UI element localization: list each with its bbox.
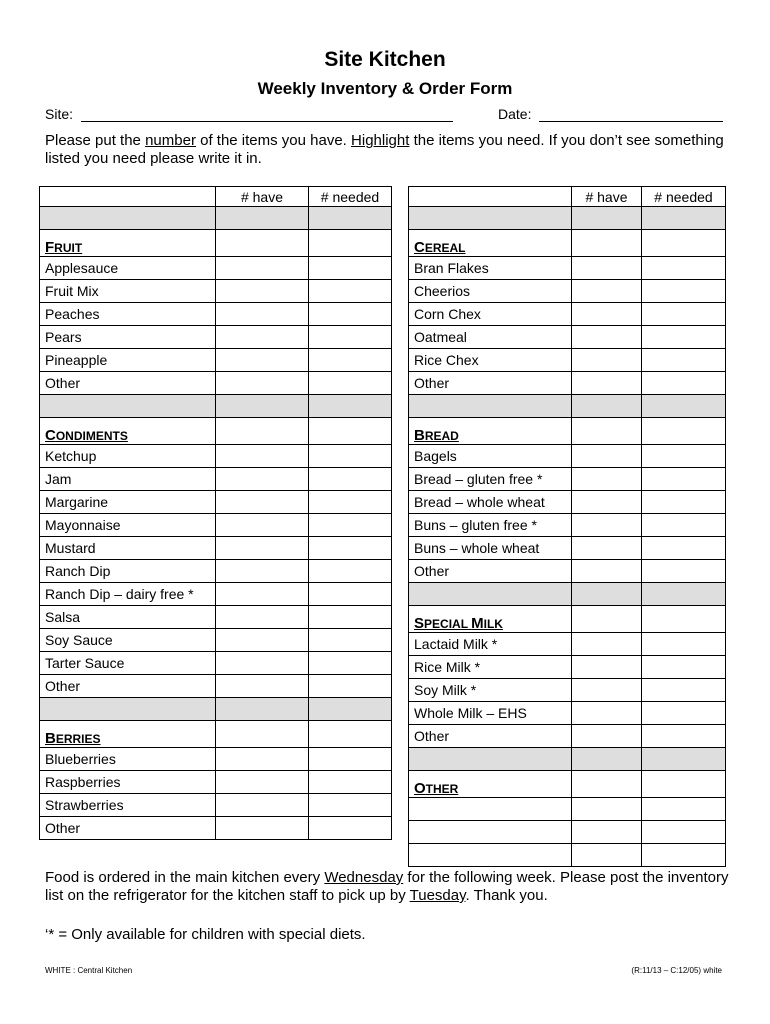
have-cell[interactable] (216, 652, 309, 675)
needed-cell[interactable] (642, 280, 726, 303)
table-row (40, 629, 392, 652)
have-cell[interactable] (572, 679, 642, 702)
needed-cell[interactable] (642, 606, 726, 633)
item-label: Other (40, 372, 216, 395)
needed-cell[interactable] (309, 257, 392, 280)
table-row (409, 207, 726, 230)
have-cell[interactable] (216, 817, 309, 840)
have-cell[interactable] (572, 445, 642, 468)
category-heading (414, 780, 458, 796)
needed-column-header: # needed (309, 187, 392, 207)
needed-cell[interactable] (642, 326, 726, 349)
have-cell[interactable] (572, 606, 642, 633)
shaded-cell (409, 207, 572, 230)
item-label: Blueberries (40, 748, 216, 771)
table-row (409, 560, 726, 583)
item-label: Raspberries (40, 771, 216, 794)
have-cell[interactable] (216, 326, 309, 349)
table-row (40, 560, 392, 583)
shaded-cell (409, 748, 572, 771)
revision-label: (R:11/13 – C:12/05) white (631, 966, 722, 975)
table-row (40, 537, 392, 560)
category-cell (40, 418, 216, 445)
needed-cell[interactable] (309, 468, 392, 491)
category-cell (409, 606, 572, 633)
have-cell[interactable] (572, 844, 642, 867)
item-label: Other (409, 560, 572, 583)
have-cell[interactable] (216, 445, 309, 468)
category-rest: ILK (483, 617, 503, 631)
item-label: Strawberries (40, 794, 216, 817)
instructions-text: the items you need. If you don’t see something listed you need please write it in. (45, 132, 724, 167)
item-label: Oatmeal (409, 326, 572, 349)
table-row (409, 679, 726, 702)
shaded-cell (40, 207, 216, 230)
category-heading (414, 427, 459, 443)
category-cell (409, 418, 572, 445)
table-row (409, 798, 726, 821)
have-cell[interactable] (572, 748, 642, 771)
table-row (409, 583, 726, 606)
table-row (409, 702, 726, 725)
table-row (40, 721, 392, 748)
have-cell[interactable] (572, 418, 642, 445)
have-cell[interactable] (216, 583, 309, 606)
have-cell[interactable] (572, 303, 642, 326)
have-cell[interactable] (216, 560, 309, 583)
footer-text (45, 869, 735, 905)
table-row (409, 230, 726, 257)
needed-cell[interactable] (309, 514, 392, 537)
table-row (40, 817, 392, 840)
item-label: Other (409, 372, 572, 395)
table-row (409, 187, 726, 207)
footer-part: for the following week. Please post the inventory list on the refrigerator for the kitchen staff to pick up by (45, 869, 729, 904)
table-row (409, 771, 726, 798)
needed-cell[interactable] (642, 468, 726, 491)
item-label: Jam (40, 468, 216, 491)
have-cell[interactable] (216, 698, 309, 721)
have-cell[interactable] (572, 468, 642, 491)
item-label: Soy Sauce (40, 629, 216, 652)
have-cell[interactable] (216, 207, 309, 230)
table-row (409, 326, 726, 349)
have-cell[interactable] (216, 395, 309, 418)
needed-cell[interactable] (642, 418, 726, 445)
item-label: Bread – gluten free * (409, 468, 572, 491)
right-inventory-table (408, 186, 726, 867)
item-label: Ranch Dip – dairy free * (40, 583, 216, 606)
have-cell[interactable] (216, 794, 309, 817)
instructions-text: of the items you have. (195, 132, 352, 149)
item-label: Corn Chex (409, 303, 572, 326)
item-label: Lactaid Milk * (409, 633, 572, 656)
needed-cell[interactable] (309, 207, 392, 230)
item-label: Bread – whole wheat (409, 491, 572, 514)
item-label: Applesauce (40, 257, 216, 280)
table-row (40, 326, 392, 349)
table-row (40, 257, 392, 280)
needed-cell[interactable] (309, 698, 392, 721)
table-row (40, 675, 392, 698)
item-label: Buns – gluten free * (409, 514, 572, 537)
needed-cell[interactable] (642, 633, 726, 656)
item-label: Peaches (40, 303, 216, 326)
special-diet-note: ‘* = Only available for children with special diets. (45, 926, 366, 943)
footer-underline-wednesday: Wednesday (324, 869, 404, 886)
instructions (45, 132, 735, 168)
left-inventory-table (39, 186, 392, 840)
table-row (409, 821, 726, 844)
item-label: Ranch Dip (40, 560, 216, 583)
item-label: Rice Chex (409, 349, 572, 372)
table-row (40, 349, 392, 372)
needed-cell[interactable] (309, 418, 392, 445)
category-rest: ONDIMENTS (55, 429, 128, 443)
have-cell[interactable] (216, 257, 309, 280)
needed-cell[interactable] (309, 606, 392, 629)
have-column-header: # have (572, 187, 642, 207)
table-row (409, 633, 726, 656)
table-row (40, 606, 392, 629)
category-heading (414, 239, 466, 255)
table-row (409, 280, 726, 303)
have-cell[interactable] (572, 560, 642, 583)
needed-column-header: # needed (642, 187, 726, 207)
have-cell[interactable] (572, 771, 642, 798)
needed-cell[interactable] (309, 583, 392, 606)
category-rest: PECIAL (424, 617, 472, 631)
needed-cell[interactable] (309, 537, 392, 560)
needed-cell[interactable] (642, 656, 726, 679)
needed-cell[interactable] (642, 395, 726, 418)
needed-cell[interactable] (309, 675, 392, 698)
have-cell[interactable] (572, 230, 642, 257)
form-subtitle: Weekly Inventory & Order Form (257, 79, 513, 98)
table-row (409, 725, 726, 748)
shaded-cell (40, 698, 216, 721)
category-initial: B (414, 427, 425, 444)
needed-cell[interactable] (642, 560, 726, 583)
item-label[interactable] (409, 798, 572, 821)
item-label[interactable] (409, 821, 572, 844)
instructions-text: Please put the (45, 132, 146, 149)
table-row (409, 748, 726, 771)
needed-cell[interactable] (642, 207, 726, 230)
have-cell[interactable] (216, 491, 309, 514)
item-label: Salsa (40, 606, 216, 629)
needed-cell[interactable] (309, 771, 392, 794)
have-cell[interactable] (572, 349, 642, 372)
footer-underline-tuesday: Tuesday (409, 887, 466, 904)
have-cell[interactable] (216, 372, 309, 395)
item-label: Bagels (409, 445, 572, 468)
have-cell[interactable] (216, 514, 309, 537)
needed-cell[interactable] (309, 794, 392, 817)
table-row (40, 207, 392, 230)
category-initial: M (471, 615, 484, 632)
have-cell[interactable] (572, 395, 642, 418)
needed-cell[interactable] (642, 844, 726, 867)
table-row (40, 748, 392, 771)
needed-cell[interactable] (642, 349, 726, 372)
form-title: Site Kitchen (324, 48, 446, 71)
shaded-cell (409, 395, 572, 418)
needed-cell[interactable] (642, 303, 726, 326)
have-cell[interactable] (572, 798, 642, 821)
copy-label: WHITE : Central Kitchen (45, 966, 133, 975)
have-cell[interactable] (216, 675, 309, 698)
table-row (40, 372, 392, 395)
needed-cell[interactable] (642, 771, 726, 798)
date-label: Date: (498, 106, 532, 122)
item-label: Cheerios (409, 280, 572, 303)
table-row (40, 583, 392, 606)
have-cell[interactable] (572, 280, 642, 303)
site-label: Site: (45, 106, 74, 122)
category-heading (45, 730, 101, 746)
item-label: Pears (40, 326, 216, 349)
table-row (40, 794, 392, 817)
footer-part: . Thank you. (465, 887, 548, 904)
have-cell[interactable] (216, 230, 309, 257)
table-row (40, 280, 392, 303)
have-cell[interactable] (572, 702, 642, 725)
have-cell[interactable] (216, 418, 309, 445)
needed-cell[interactable] (309, 629, 392, 652)
needed-cell[interactable] (642, 679, 726, 702)
table-row (409, 537, 726, 560)
category-heading (45, 427, 128, 443)
have-cell[interactable] (572, 725, 642, 748)
table-row (409, 418, 726, 445)
have-cell[interactable] (572, 821, 642, 844)
needed-cell[interactable] (309, 652, 392, 675)
needed-cell[interactable] (642, 491, 726, 514)
have-cell[interactable] (572, 326, 642, 349)
item-label: Tarter Sauce (40, 652, 216, 675)
item-label: Other (40, 817, 216, 840)
table-row (40, 187, 392, 207)
needed-cell[interactable] (309, 445, 392, 468)
needed-cell[interactable] (309, 560, 392, 583)
item-label: Other (409, 725, 572, 748)
have-cell[interactable] (572, 207, 642, 230)
category-cell (40, 721, 216, 748)
table-row (409, 606, 726, 633)
date-input-line[interactable] (539, 107, 723, 122)
table-row (409, 257, 726, 280)
footer-part: Food is ordered in the main kitchen every (45, 869, 325, 886)
needed-cell[interactable] (642, 821, 726, 844)
needed-cell[interactable] (309, 721, 392, 748)
needed-cell[interactable] (309, 491, 392, 514)
table-row (409, 514, 726, 537)
needed-cell[interactable] (309, 230, 392, 257)
have-cell[interactable] (572, 491, 642, 514)
item-label: Soy Milk * (409, 679, 572, 702)
needed-cell[interactable] (642, 257, 726, 280)
needed-cell[interactable] (642, 445, 726, 468)
item-label: Rice Milk * (409, 656, 572, 679)
category-heading (45, 239, 82, 255)
needed-cell[interactable] (309, 349, 392, 372)
needed-cell[interactable] (642, 583, 726, 606)
category-rest: RUIT (54, 241, 83, 255)
table-row (40, 303, 392, 326)
item-label: Mustard (40, 537, 216, 560)
table-row (409, 372, 726, 395)
needed-cell[interactable] (642, 514, 726, 537)
have-cell[interactable] (572, 583, 642, 606)
have-cell[interactable] (216, 771, 309, 794)
item-label: Margarine (40, 491, 216, 514)
needed-cell[interactable] (309, 326, 392, 349)
item-label: Fruit Mix (40, 280, 216, 303)
have-cell[interactable] (572, 514, 642, 537)
item-label: Bran Flakes (409, 257, 572, 280)
needed-cell[interactable] (309, 748, 392, 771)
table-row (40, 698, 392, 721)
shaded-cell (409, 583, 572, 606)
table-row (409, 445, 726, 468)
category-cell (40, 230, 216, 257)
item-label: Buns – whole wheat (409, 537, 572, 560)
category-heading (414, 615, 503, 631)
table-row (40, 652, 392, 675)
category-rest: READ (424, 429, 459, 443)
table-row (40, 230, 392, 257)
category-initial: B (45, 730, 56, 747)
table-row (40, 514, 392, 537)
table-row (409, 656, 726, 679)
item-label[interactable] (409, 844, 572, 867)
have-column-header: # have (216, 187, 309, 207)
needed-cell[interactable] (309, 303, 392, 326)
item-column-header (409, 187, 572, 207)
site-field[interactable] (45, 106, 453, 122)
item-label: Pineapple (40, 349, 216, 372)
have-cell[interactable] (216, 629, 309, 652)
table-row (409, 468, 726, 491)
needed-cell[interactable] (642, 702, 726, 725)
site-input-line[interactable] (81, 107, 453, 122)
have-cell[interactable] (216, 748, 309, 771)
category-initial: C (45, 427, 56, 444)
have-cell[interactable] (216, 606, 309, 629)
category-initial: C (414, 239, 425, 256)
have-cell[interactable] (216, 468, 309, 491)
needed-cell[interactable] (309, 372, 392, 395)
table-row (409, 349, 726, 372)
table-row (40, 395, 392, 418)
category-cell (409, 771, 572, 798)
needed-cell[interactable] (642, 798, 726, 821)
item-label: Mayonnaise (40, 514, 216, 537)
category-rest: ERRIES (55, 732, 101, 746)
date-field[interactable] (498, 106, 723, 122)
table-row (40, 418, 392, 445)
needed-cell[interactable] (642, 725, 726, 748)
table-row (409, 303, 726, 326)
needed-cell[interactable] (642, 372, 726, 395)
have-cell[interactable] (216, 303, 309, 326)
have-cell[interactable] (572, 537, 642, 560)
category-cell (409, 230, 572, 257)
have-cell[interactable] (572, 656, 642, 679)
table-row (40, 445, 392, 468)
category-initial: S (414, 615, 425, 632)
table-row (409, 491, 726, 514)
table-row (40, 491, 392, 514)
category-rest: THER (425, 782, 459, 796)
category-initial: O (414, 780, 426, 797)
needed-cell[interactable] (309, 280, 392, 303)
item-label: Other (40, 675, 216, 698)
item-column-header (40, 187, 216, 207)
have-cell[interactable] (216, 537, 309, 560)
have-cell[interactable] (572, 372, 642, 395)
instructions-underline-number: number (145, 132, 196, 149)
table-row (40, 771, 392, 794)
needed-cell[interactable] (642, 230, 726, 257)
category-initial: F (45, 239, 55, 256)
table-row (409, 395, 726, 418)
have-cell[interactable] (572, 257, 642, 280)
needed-cell[interactable] (309, 817, 392, 840)
shaded-cell (40, 395, 216, 418)
instructions-underline-highlight: Highlight (351, 132, 410, 149)
have-cell[interactable] (216, 721, 309, 748)
needed-cell[interactable] (642, 537, 726, 560)
have-cell[interactable] (216, 280, 309, 303)
have-cell[interactable] (216, 349, 309, 372)
have-cell[interactable] (572, 633, 642, 656)
item-label: Whole Milk – EHS (409, 702, 572, 725)
table-row (409, 844, 726, 867)
item-label: Ketchup (40, 445, 216, 468)
needed-cell[interactable] (309, 395, 392, 418)
needed-cell[interactable] (642, 748, 726, 771)
table-row (40, 468, 392, 491)
category-rest: EREAL (424, 241, 466, 255)
